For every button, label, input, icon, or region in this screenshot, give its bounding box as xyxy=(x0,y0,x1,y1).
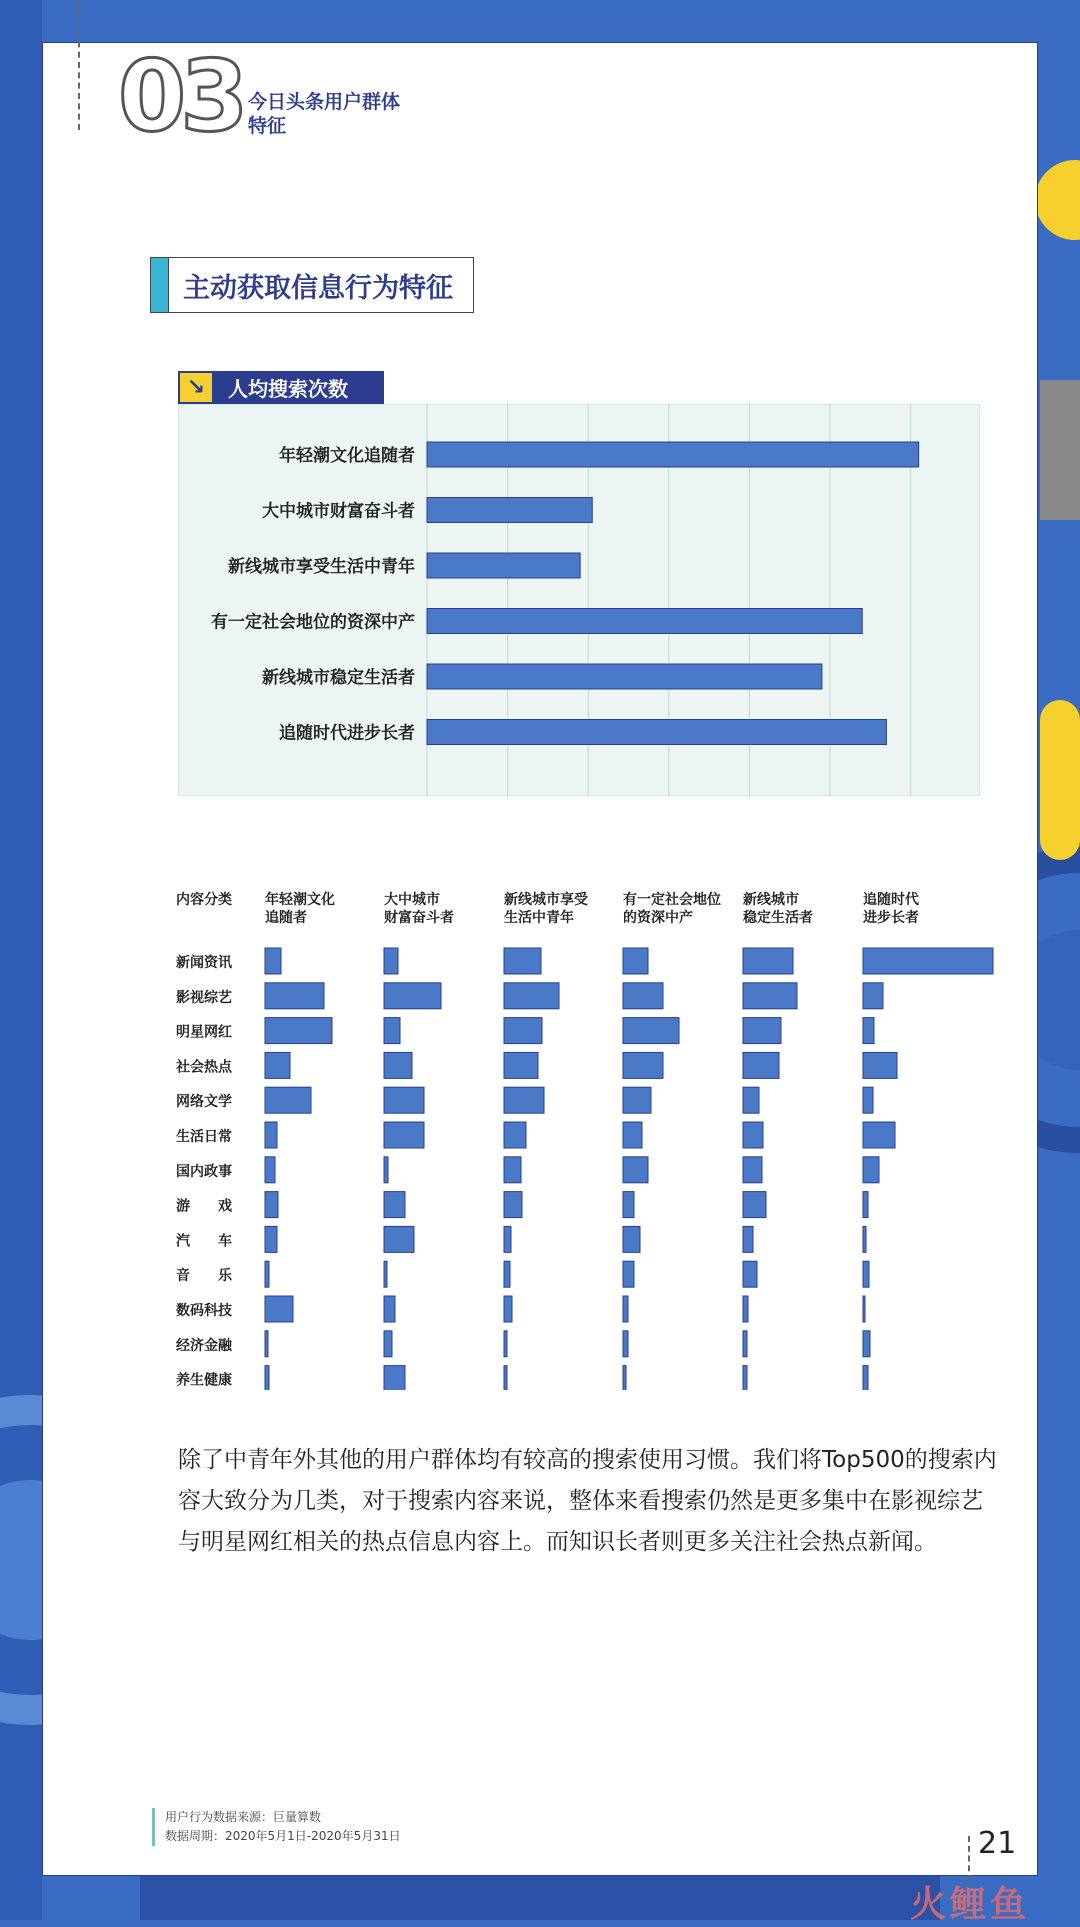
chart2-bar xyxy=(384,948,398,974)
chart1-category-label: 追随时代进步长者 xyxy=(279,723,415,744)
chart2-bar xyxy=(863,1366,868,1390)
chart2-bar xyxy=(623,1261,634,1287)
chart2-bar xyxy=(743,1157,762,1183)
chart2-bar xyxy=(743,1018,781,1044)
chart2-bar xyxy=(384,1052,412,1078)
section-title: 主动获取信息行为特征 xyxy=(183,272,453,304)
chart1-svg xyxy=(178,404,980,796)
chart2-bar xyxy=(863,1192,868,1218)
chart1-title: 人均搜索次数 xyxy=(228,377,348,401)
chart2-bar xyxy=(743,1331,747,1357)
dashed-divider xyxy=(78,0,80,130)
chart2-bar xyxy=(265,1052,290,1078)
chart1-bar xyxy=(427,609,862,634)
chart1-category-label: 有一定社会地位的资深中产 xyxy=(211,612,415,633)
chart2-row-label: 生活日常 xyxy=(176,1129,232,1145)
chart1-bar xyxy=(427,664,822,689)
chart2-bar xyxy=(623,1296,628,1322)
chart2-bar xyxy=(384,1226,414,1252)
chart2-bar xyxy=(743,1052,779,1078)
chart2-bar xyxy=(265,983,324,1009)
chart2-bar xyxy=(265,948,281,974)
chart2-bar xyxy=(623,1018,679,1044)
chart2-bar xyxy=(743,1366,747,1390)
chart2-bar xyxy=(265,1331,268,1357)
chart1-category-label: 年轻潮文化追随者 xyxy=(279,446,415,466)
chart2-column-header: 新线城市 xyxy=(743,892,799,908)
chart2-row-label: 社会热点 xyxy=(176,1059,232,1076)
chart2-bar xyxy=(863,948,993,974)
chart2-bar xyxy=(384,1192,405,1218)
chart1-bar xyxy=(427,720,886,745)
chart2-row-label: 游 戏 xyxy=(176,1198,232,1215)
chart2-bar xyxy=(863,1052,897,1078)
chart2-bar xyxy=(504,1087,544,1113)
chart2-bar xyxy=(504,1261,510,1287)
chart2-column-header: 财富奋斗者 xyxy=(384,910,454,926)
chart2-bar xyxy=(384,1331,392,1357)
chart2-bar xyxy=(265,1122,277,1148)
chart2-row-label: 国内政事 xyxy=(176,1163,232,1180)
chart2-row-label: 音 乐 xyxy=(176,1268,232,1285)
chart2-row-label: 新闻资讯 xyxy=(176,955,232,971)
chart1-bar xyxy=(427,442,919,467)
chart1-category-label: 新线城市稳定生活者 xyxy=(262,668,415,688)
arrow-down-right-icon: ↘ xyxy=(180,373,212,402)
chart2-row-label: 数码科技 xyxy=(176,1303,232,1319)
chart2-column-header: 生活中青年 xyxy=(504,910,574,926)
chart2-bar xyxy=(504,1366,507,1390)
chart2-column-header: 的资深中产 xyxy=(623,910,693,926)
chart2-bar xyxy=(504,1122,526,1148)
footnote xyxy=(152,1808,401,1846)
chart2-bar xyxy=(504,1226,511,1252)
chart2-bar xyxy=(623,1192,634,1218)
chart2-bar xyxy=(743,1087,759,1113)
chart2-bar xyxy=(863,1018,874,1044)
chart2-row-label: 养生健康 xyxy=(176,1372,232,1389)
chart1-bar xyxy=(427,498,592,523)
chart2-bar xyxy=(384,1261,387,1287)
chart2-bar xyxy=(623,1331,628,1357)
chart2-bar xyxy=(743,1122,763,1148)
chart2-bar xyxy=(623,1226,640,1252)
watermark-logo: 火鲤鱼 xyxy=(910,1884,1031,1925)
chart2-column-header: 追随者 xyxy=(265,910,307,926)
chart2-column-header: 进步长者 xyxy=(863,910,919,926)
chart1-category-label: 新线城市享受生活中青年 xyxy=(228,557,415,577)
chart2-bar xyxy=(743,1226,753,1252)
chart2-bar xyxy=(863,1226,866,1252)
chart1-header xyxy=(178,371,384,404)
chart2-bar xyxy=(504,1018,542,1044)
chart2-bar xyxy=(384,1157,388,1183)
chart2-bar xyxy=(863,1296,865,1322)
chart2-column-header: 追随时代 xyxy=(863,892,919,908)
chart2-bar xyxy=(504,1157,521,1183)
chart2-bar xyxy=(265,1261,269,1287)
footnote-period: 数据周期：2020年5月1日-2020年5月31日 xyxy=(165,1829,401,1843)
description-text: 除了中青年外其他的用户群体均有较高的搜索使用习惯。我们将Top500的搜索内容大致分为几类，对于搜索内容来说，整体来看搜索仍然是更多集中在影视综艺与明星网红相关的热点信息内容上。而知识长者则更多关注社会热点新闻。 xyxy=(178,1447,997,1555)
chart2-column-header: 大中城市 xyxy=(384,892,440,908)
page-number: 21 xyxy=(978,1826,1017,1861)
chart2-bar xyxy=(504,1296,512,1322)
chart2-bar xyxy=(623,983,663,1009)
chart2-bar xyxy=(265,1192,278,1218)
chapter-number: 03 xyxy=(118,40,243,154)
chart2-bar xyxy=(623,1366,626,1390)
chart2-bar xyxy=(623,948,648,974)
chart2-bar xyxy=(265,1157,275,1183)
chart2-bar xyxy=(743,983,797,1009)
chart1-bar xyxy=(427,553,580,578)
chart2-bar xyxy=(743,1296,748,1322)
chart2-bar xyxy=(623,1122,642,1148)
chart2-bar xyxy=(863,1157,879,1183)
chart2-row-label: 汽 车 xyxy=(176,1233,232,1250)
chart2-column-header: 有一定社会地位 xyxy=(623,892,721,908)
chart2-bar xyxy=(265,1018,332,1044)
chart2-bar xyxy=(743,1192,766,1218)
chart2-bar xyxy=(265,1296,293,1322)
chart2-row-label: 网络文学 xyxy=(176,1094,232,1111)
chart2-bar xyxy=(265,1366,269,1390)
chart2-bar xyxy=(504,1192,522,1218)
chart2-svg xyxy=(0,870,1080,1390)
chart2-bar xyxy=(384,1122,424,1148)
chart2-bar xyxy=(504,1331,507,1357)
chart2-bar xyxy=(623,1052,663,1078)
chart2-bar xyxy=(743,948,793,974)
chart2-bar xyxy=(265,1087,311,1113)
chart2-bar xyxy=(863,1331,870,1357)
chart2-row-label: 明星网红 xyxy=(176,1024,232,1041)
section-title-box xyxy=(150,257,474,313)
chart2-bar xyxy=(863,1087,873,1113)
chart2-row-label: 经济金融 xyxy=(176,1337,232,1354)
chart2-bar xyxy=(623,1087,651,1113)
chart2-bar xyxy=(504,948,541,974)
chart2-bar xyxy=(863,1122,895,1148)
chart2-bar xyxy=(504,983,559,1009)
chart2-bar xyxy=(623,1157,648,1183)
chart2-bar xyxy=(384,1366,405,1390)
chart2-bar xyxy=(384,1087,424,1113)
chapter-title: 今日头条用户群体特征 xyxy=(248,91,401,137)
section-accent-bar xyxy=(151,258,169,312)
chart2-row-label: 影视综艺 xyxy=(176,989,232,1006)
chart2-bar xyxy=(384,983,441,1009)
chart2-bar xyxy=(504,1052,538,1078)
footnote-source: 用户行为数据来源：巨量算数 xyxy=(165,1810,322,1824)
chart2-row-header: 内容分类 xyxy=(176,892,232,908)
chart2-column-header: 稳定生活者 xyxy=(743,910,813,926)
chart2-bar xyxy=(384,1296,395,1322)
chart1-category-label: 大中城市财富奋斗者 xyxy=(262,501,415,522)
chart2-bar xyxy=(384,1018,400,1044)
chart2-column-header: 年轻潮文化 xyxy=(265,892,335,908)
chart2-bar xyxy=(265,1226,277,1252)
chart2-bar xyxy=(863,983,883,1009)
chart2-column-header: 新线城市享受 xyxy=(504,892,588,908)
chart2-bar xyxy=(743,1261,757,1287)
chart2-bar xyxy=(863,1261,869,1287)
